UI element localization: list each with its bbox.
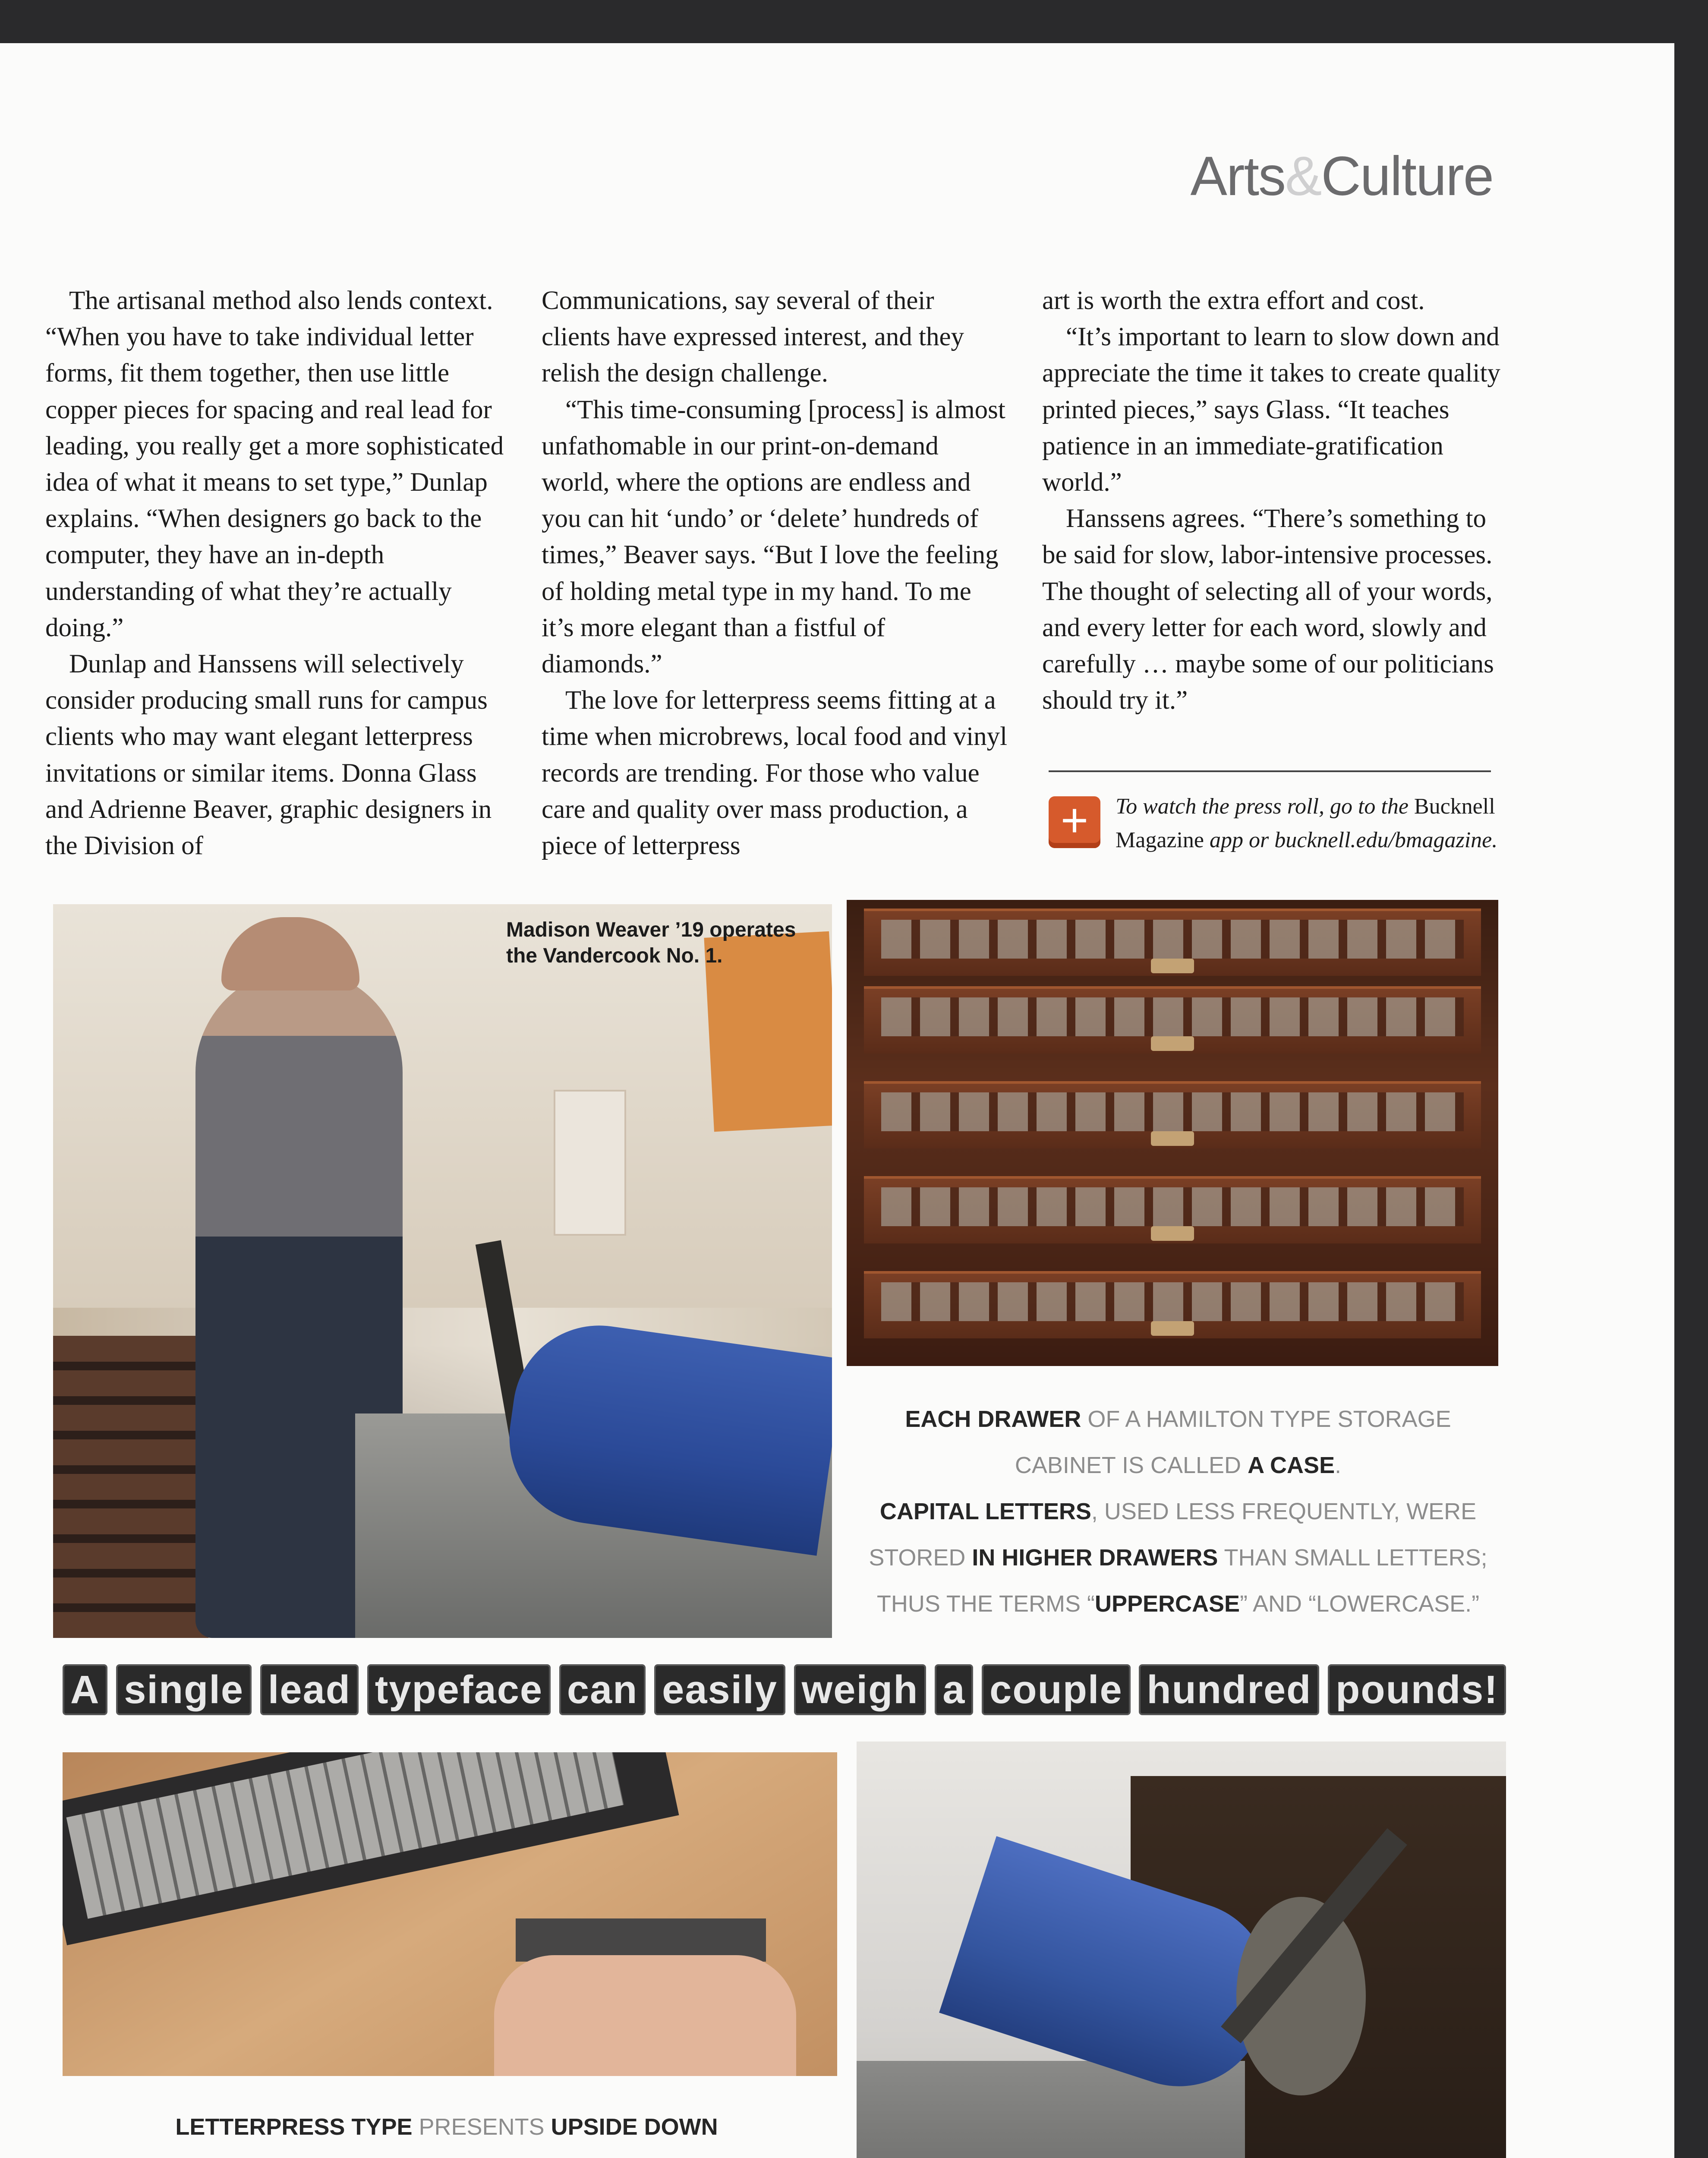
banner-word: pounds! xyxy=(1328,1664,1506,1715)
section-title-ampersand: & xyxy=(1285,145,1321,207)
drawer xyxy=(864,1176,1481,1243)
video-note xyxy=(1116,790,1504,857)
photo-type-in-hand xyxy=(63,1752,837,2076)
photo-element xyxy=(881,1092,1464,1131)
banner-word: a xyxy=(935,1664,973,1715)
caption-text: ” AND “LOWERCASE.” xyxy=(1240,1591,1480,1617)
photo-element xyxy=(63,1752,679,1945)
photo-element xyxy=(881,997,1464,1036)
paragraph: “It’s important to learn to slow down and appreciate the time it takes to create quality printed pieces,” says Glass. “It teaches patience in an immediate-gratification world.” xyxy=(1042,322,1500,497)
caption-text: PRESENTS xyxy=(412,2114,551,2140)
photo-caption: Madison Weaver ’19 operates the Vandercook No. 1. xyxy=(506,918,796,967)
photo-element xyxy=(1151,1321,1194,1336)
paragraph: art is worth the extra effort and cost. xyxy=(1042,286,1425,315)
text-column-1 xyxy=(45,283,511,864)
banner-word: lead xyxy=(260,1664,359,1715)
caption-type-cabinet xyxy=(859,1396,1497,1627)
caption-bold: UPSIDE DOWN xyxy=(551,2114,718,2140)
text-column-3 xyxy=(1042,283,1508,719)
photo-element xyxy=(66,1752,624,1919)
photo-element xyxy=(1151,1036,1194,1051)
photo-element xyxy=(881,1282,1464,1321)
drawer xyxy=(864,1271,1481,1338)
banner-word: weigh xyxy=(794,1664,926,1715)
paragraph: The artisanal method also lends context. “When you have to take individual letter forms, fit them together, then use little copper pieces for spacing and real lead for leading, you really get a more sophisticated idea of what it means to set type,” Dunlap explains. “When designers go back to the computer, they have an in-depth understanding of what they’re actually doing.” xyxy=(45,286,504,642)
caption-bold: LETTERPRESS TYPE xyxy=(175,2114,413,2140)
plus-icon[interactable]: + xyxy=(1049,796,1100,848)
photo-element xyxy=(53,1336,208,1638)
paragraph: The love for letterpress seems fitting at a time when microbrews, local food and vinyl records are trending. For those who value care and quality over mass production, a piece of letterpress xyxy=(542,686,1008,861)
drawer xyxy=(864,909,1481,976)
photo-element xyxy=(554,1090,626,1236)
photo-press-operator xyxy=(53,904,832,1638)
photo-press-roller xyxy=(857,1742,1506,2158)
paragraph: Hanssens agrees. “There’s something to be said for slow, labor-intensive processes. The thought of selecting all of your words, and every letter for each word, slowly and carefully … maybe some of our politicians should try it.” xyxy=(1042,504,1494,715)
divider xyxy=(1049,770,1491,772)
paragraph: “This time-consuming [process] is almost unfathomable in our print-on-demand world, where the options are endless and you can hit ‘undo’ or ‘delete’ hundreds of times,” Beaver says. “But I love the feeling of holding metal type in my hand. To me it’s more elegant than a fistful of diamonds.” xyxy=(542,395,1005,679)
banner-word: hundred xyxy=(1139,1664,1319,1715)
pull-quote-banner xyxy=(63,1664,1506,1716)
magazine-page xyxy=(0,43,1674,2158)
banner-word: couple xyxy=(982,1664,1130,1715)
caption-bold: EACH DRAWER xyxy=(905,1406,1081,1432)
photo-element xyxy=(881,920,1464,959)
paragraph: Communications, say several of their clients have expressed interest, and they relish the design challenge. xyxy=(542,286,964,388)
section-title-culture: Culture xyxy=(1321,145,1493,207)
banner-word: A xyxy=(63,1664,107,1715)
photo-element xyxy=(1151,959,1194,973)
caption-letterpress-type xyxy=(56,2104,837,2158)
banner-word: typeface xyxy=(367,1664,551,1715)
photo-type-cabinet xyxy=(847,900,1498,1366)
photo-element xyxy=(1151,1131,1194,1146)
paragraph: Dunlap and Hanssens will selectively consider producing small runs for campus clients who may want elegant letterpress invitations or similar items. Donna Glass and Adrienne Beaver, graphic designers in the Division of xyxy=(45,650,492,861)
photo-element xyxy=(881,1187,1464,1226)
banner-word: easily xyxy=(654,1664,785,1715)
caption-text: , USED LESS FREQUENTLY, WERE STORED xyxy=(869,1499,1477,1571)
caption-bold: CAPITAL LETTERS xyxy=(879,1499,1091,1524)
section-title xyxy=(1190,145,1493,208)
caption-text: THAN SMALL LETTERS; THUS THE TERMS “ xyxy=(876,1545,1487,1617)
banner-word: single xyxy=(116,1664,252,1715)
drawer xyxy=(864,1081,1481,1148)
drawer xyxy=(864,986,1481,1054)
photo-element xyxy=(1151,1226,1194,1241)
video-note-magazine: Bucknell Magazine xyxy=(1116,794,1495,852)
caption-bold: A CASE xyxy=(1248,1452,1335,1478)
photo-element xyxy=(494,1955,796,2076)
caption-bold: IN HIGHER DRAWERS xyxy=(972,1545,1218,1571)
caption-text: OF A HAMILTON TYPE STORAGE CABINET IS CALLED xyxy=(1015,1406,1451,1478)
video-note-link[interactable]: app or bucknell.edu/bmagazine. xyxy=(1210,828,1498,852)
video-note-italic-1: To watch the press roll, go to the xyxy=(1116,794,1409,819)
caption-bold: UPPERCASE xyxy=(1094,1591,1240,1617)
text-column-2 xyxy=(542,283,1008,864)
caption-text: . xyxy=(1335,1452,1342,1478)
banner-word: can xyxy=(559,1664,646,1715)
section-title-arts: Arts xyxy=(1190,145,1285,207)
